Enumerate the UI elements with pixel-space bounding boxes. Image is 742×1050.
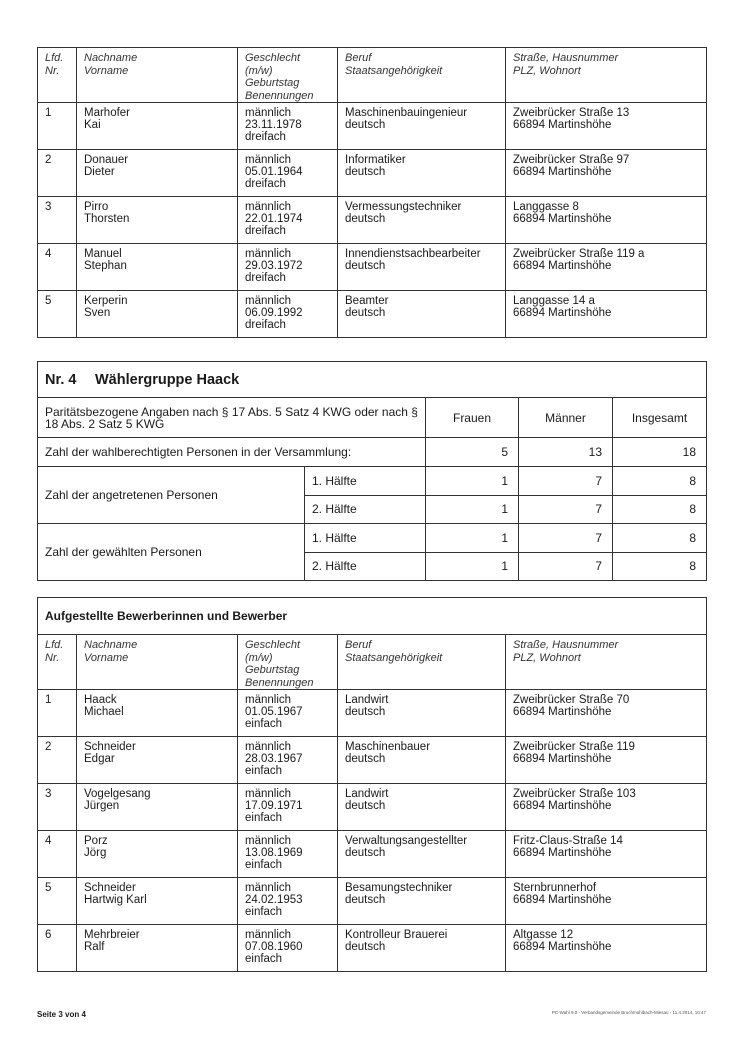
cell-name (77, 150, 238, 197)
header-gender: Geschlecht (m/w) Geburtstag Benennungen (238, 48, 338, 103)
field-nr: 1 (45, 694, 52, 706)
field-staat: deutsch (345, 260, 386, 272)
table-row (38, 831, 707, 878)
field-ort: 66894 Martinshöhe (513, 166, 612, 178)
candidate-table-top (37, 47, 707, 338)
field-benennungen: dreifach (245, 131, 286, 143)
page-number: Seite 3 von 4 (37, 1010, 86, 1019)
group-title-row (38, 362, 707, 398)
field-strasse: Fritz-Claus-Straße 14 (513, 835, 623, 847)
field-ort: 66894 Martinshöhe (513, 847, 612, 859)
cell-gender-birth (238, 103, 338, 150)
field-nachname: Pirro (84, 201, 109, 213)
field-nachname: Haack (84, 694, 117, 706)
header-job: Beruf Staatsangehörigkeit (338, 635, 506, 690)
field-geburtstag: 13.08.1969 (245, 847, 303, 859)
cell-address (506, 925, 707, 972)
parity-table (37, 361, 707, 581)
cell-gender-birth (238, 150, 338, 197)
eligible-row (38, 438, 707, 467)
cell-lfd-nr (38, 831, 77, 878)
field-staat: deutsch (345, 800, 386, 812)
cell-job (338, 291, 506, 338)
field-vorname: Thorsten (84, 213, 130, 225)
table-row (38, 925, 707, 972)
field-nr: 6 (45, 929, 52, 941)
field-nr: 2 (45, 741, 52, 753)
cell-name (77, 103, 238, 150)
field-geburtstag: 07.08.1960 (245, 941, 303, 953)
field-staat: deutsch (345, 166, 386, 178)
field-geburtstag: 17.09.1971 (245, 800, 303, 812)
header-gender: Geschlecht (m/w) Geburtstag Benennungen (238, 635, 338, 690)
parity-description: Paritätsbezogene Angaben nach § 17 Abs. 5 Satz 4 KWG oder nach § 18 Abs. 2 Satz 5 KWG (38, 398, 426, 438)
elected-half2-women: 1 (426, 552, 519, 581)
cell-address (506, 784, 707, 831)
field-staat: deutsch (345, 847, 386, 859)
present-half2-total: 8 (613, 495, 707, 524)
field-benennungen: einfach (245, 812, 283, 824)
cell-address (506, 291, 707, 338)
field-geschlecht: männlich (245, 929, 292, 941)
field-beruf: Landwirt (345, 788, 389, 800)
field-benennungen: einfach (245, 718, 283, 730)
group-name: Wählergruppe Haack (95, 371, 240, 388)
field-geschlecht: männlich (245, 882, 292, 894)
field-geschlecht: männlich (245, 248, 292, 260)
field-nachname: Vogelgesang (84, 788, 151, 800)
elected-half1-women: 1 (426, 524, 519, 553)
cell-job (338, 244, 506, 291)
field-geschlecht: männlich (245, 201, 292, 213)
field-geburtstag: 06.09.1992 (245, 307, 303, 319)
field-ort: 66894 Martinshöhe (513, 753, 612, 765)
cell-address (506, 737, 707, 784)
field-beruf: Verwaltungsangestellter (345, 835, 468, 847)
field-vorname: Sven (84, 307, 111, 319)
field-nr: 1 (45, 107, 52, 119)
table-row (38, 103, 707, 150)
field-vorname: Ralf (84, 941, 105, 953)
field-strasse: Sternbrunnerhof (513, 882, 597, 894)
field-geburtstag: 23.11.1978 (245, 119, 302, 131)
field-beruf: Innendienstsachbearbeiter (345, 248, 481, 260)
candidate-rows-bottom (38, 690, 707, 972)
field-beruf: Beamter (345, 295, 389, 307)
cell-gender-birth (238, 244, 338, 291)
cell-name (77, 737, 238, 784)
cell-gender-birth (238, 197, 338, 244)
cell-job (338, 831, 506, 878)
cell-gender-birth (238, 291, 338, 338)
field-geburtstag: 22.01.1974 (245, 213, 303, 225)
field-ort: 66894 Martinshöhe (513, 119, 612, 131)
table-row (38, 737, 707, 784)
field-staat: deutsch (345, 753, 386, 765)
candidate-rows-top (38, 103, 707, 338)
present-half1-row (38, 467, 707, 496)
field-strasse: Langgasse 14 a (513, 295, 595, 307)
header-total: Insgesamt (613, 398, 707, 438)
cell-gender-birth (238, 784, 338, 831)
parity-header-row (38, 398, 707, 438)
header-lfd-nr: Lfd. Nr. (38, 48, 77, 103)
header-job: Beruf Staatsangehörigkeit (338, 48, 506, 103)
field-geschlecht: männlich (245, 694, 292, 706)
field-strasse: Altgasse 12 (513, 929, 574, 941)
cell-lfd-nr (38, 690, 77, 737)
field-strasse: Zweibrücker Straße 119 (513, 741, 635, 753)
present-half2-women: 1 (426, 495, 519, 524)
field-nr: 5 (45, 882, 52, 894)
field-beruf: Kontrolleur Brauerei (345, 929, 448, 941)
field-benennungen: einfach (245, 906, 283, 918)
field-strasse: Zweibrücker Straße 13 (513, 107, 630, 119)
field-staat: deutsch (345, 894, 386, 906)
group-number: Nr. 4 (45, 371, 77, 388)
field-benennungen: dreifach (245, 178, 286, 190)
field-vorname: Hartwig Karl (84, 894, 147, 906)
cell-gender-birth (238, 690, 338, 737)
field-strasse: Langgasse 8 (513, 201, 579, 213)
field-geburtstag: 24.02.1953 (245, 894, 303, 906)
field-geburtstag: 29.03.1972 (245, 260, 303, 272)
field-ort: 66894 Martinshöhe (513, 800, 612, 812)
cell-name (77, 244, 238, 291)
elected-half2-label: 2. Hälfte (305, 552, 426, 581)
field-nr: 5 (45, 295, 52, 307)
field-nachname: Mehrbreier (84, 929, 140, 941)
field-nachname: Manuel (84, 248, 122, 260)
cell-name (77, 831, 238, 878)
field-vorname: Michael (84, 706, 124, 718)
cell-lfd-nr (38, 737, 77, 784)
field-benennungen: einfach (245, 953, 283, 965)
field-beruf: Vermessungstechniker (345, 201, 462, 213)
field-nachname: Schneider (84, 741, 136, 753)
cell-job (338, 103, 506, 150)
field-staat: deutsch (345, 119, 386, 131)
field-staat: deutsch (345, 941, 386, 953)
field-geschlecht: männlich (245, 295, 292, 307)
cell-lfd-nr (38, 925, 77, 972)
cell-address (506, 244, 707, 291)
candidate-table-bottom (37, 597, 707, 972)
cell-address (506, 197, 707, 244)
cell-name (77, 690, 238, 737)
cell-name (77, 197, 238, 244)
field-staat: deutsch (345, 706, 386, 718)
field-strasse: Zweibrücker Straße 97 (513, 154, 630, 166)
cell-lfd-nr (38, 150, 77, 197)
field-benennungen: dreifach (245, 319, 286, 331)
field-vorname: Kai (84, 119, 101, 131)
field-beruf: Maschinenbauingenieur (345, 107, 468, 119)
present-half1-women: 1 (426, 467, 519, 496)
field-benennungen: dreifach (245, 272, 286, 284)
field-benennungen: einfach (245, 765, 283, 777)
cell-name (77, 291, 238, 338)
cell-lfd-nr (38, 291, 77, 338)
field-nr: 3 (45, 788, 52, 800)
table-row (38, 878, 707, 925)
header-address: Straße, Hausnummer PLZ, Wohnort (506, 635, 707, 690)
cell-address (506, 831, 707, 878)
field-strasse: Zweibrücker Straße 103 (513, 788, 636, 800)
field-nr: 3 (45, 201, 52, 213)
elected-half1-men: 7 (519, 524, 613, 553)
field-geschlecht: männlich (245, 788, 292, 800)
elected-half2-men: 7 (519, 552, 613, 581)
header-address: Straße, Hausnummer PLZ, Wohnort (506, 48, 707, 103)
field-beruf: Maschinenbauer (345, 741, 431, 753)
cell-lfd-nr (38, 784, 77, 831)
field-strasse: Zweibrücker Straße 70 (513, 694, 630, 706)
cell-gender-birth (238, 831, 338, 878)
eligible-men: 13 (519, 438, 613, 467)
elected-label: Zahl der gewählten Personen (38, 524, 305, 581)
present-half2-men: 7 (519, 495, 613, 524)
present-half2-label: 2. Hälfte (305, 495, 426, 524)
field-benennungen: einfach (245, 859, 283, 871)
cell-lfd-nr (38, 878, 77, 925)
header-men: Männer (519, 398, 613, 438)
present-label: Zahl der angetretenen Personen (38, 467, 305, 524)
field-geburtstag: 05.01.1964 (245, 166, 303, 178)
cell-job (338, 197, 506, 244)
cell-gender-birth (238, 737, 338, 784)
field-vorname: Stephan (84, 260, 127, 272)
field-ort: 66894 Martinshöhe (513, 307, 612, 319)
field-nr: 2 (45, 154, 52, 166)
field-ort: 66894 Martinshöhe (513, 894, 612, 906)
field-nachname: Donauer (84, 154, 129, 166)
table-row (38, 150, 707, 197)
cell-job (338, 690, 506, 737)
table-row (38, 690, 707, 737)
field-beruf: Informatiker (345, 154, 406, 166)
cell-lfd-nr (38, 197, 77, 244)
field-strasse: Zweibrücker Straße 119 a (513, 248, 645, 260)
field-ort: 66894 Martinshöhe (513, 260, 612, 272)
elected-half1-total: 8 (613, 524, 707, 553)
field-nr: 4 (45, 248, 52, 260)
table-row (38, 784, 707, 831)
cell-lfd-nr (38, 244, 77, 291)
cell-name (77, 784, 238, 831)
table-header-row (38, 48, 707, 103)
field-vorname: Jörg (84, 847, 107, 859)
field-ort: 66894 Martinshöhe (513, 941, 612, 953)
field-nachname: Schneider (84, 882, 136, 894)
footer-meta: PC-Wahl 9.0 - Verbandsgemeinde Bruchmühlbach-Miesau - 11.4.2014, 10:47 (551, 1010, 706, 1015)
field-ort: 66894 Martinshöhe (513, 213, 612, 225)
field-staat: deutsch (345, 307, 386, 319)
field-beruf: Landwirt (345, 694, 389, 706)
header-women: Frauen (426, 398, 519, 438)
field-vorname: Jürgen (84, 800, 120, 812)
field-nachname: Kerperin (84, 295, 128, 307)
field-vorname: Edgar (84, 753, 115, 765)
field-staat: deutsch (345, 213, 386, 225)
elected-half1-label: 1. Hälfte (305, 524, 426, 553)
table-row (38, 197, 707, 244)
cell-job (338, 925, 506, 972)
present-half1-total: 8 (613, 467, 707, 496)
field-geburtstag: 01.05.1967 (245, 706, 303, 718)
field-nachname: Porz (84, 835, 108, 847)
cell-job (338, 737, 506, 784)
cell-lfd-nr (38, 103, 77, 150)
field-beruf: Besamungstechniker (345, 882, 453, 894)
cell-job (338, 784, 506, 831)
group-title (38, 362, 707, 398)
field-geburtstag: 28.03.1967 (245, 753, 303, 765)
table-row (38, 291, 707, 338)
header-name: Nachname Vorname (77, 48, 238, 103)
field-geschlecht: männlich (245, 835, 292, 847)
elected-half2-total: 8 (613, 552, 707, 581)
field-geschlecht: männlich (245, 741, 292, 753)
cell-job (338, 878, 506, 925)
table-row (38, 244, 707, 291)
candidates-title-row (38, 598, 707, 635)
candidates-title: Aufgestellte Bewerberinnen und Bewerber (38, 598, 707, 635)
field-nr: 4 (45, 835, 52, 847)
cell-address (506, 103, 707, 150)
field-geschlecht: männlich (245, 154, 292, 166)
header-lfd-nr: Lfd. Nr. (38, 635, 77, 690)
cell-address (506, 690, 707, 737)
cell-gender-birth (238, 878, 338, 925)
header-name: Nachname Vorname (77, 635, 238, 690)
present-half1-label: 1. Hälfte (305, 467, 426, 496)
field-vorname: Dieter (84, 166, 115, 178)
field-ort: 66894 Martinshöhe (513, 706, 612, 718)
table-header-row (38, 635, 707, 690)
cell-gender-birth (238, 925, 338, 972)
eligible-total: 18 (613, 438, 707, 467)
field-benennungen: dreifach (245, 225, 286, 237)
cell-address (506, 150, 707, 197)
field-geschlecht: männlich (245, 107, 292, 119)
eligible-label: Zahl der wahlberechtigten Personen in der Versammlung: (38, 438, 426, 467)
field-nachname: Marhofer (84, 107, 131, 119)
cell-job (338, 150, 506, 197)
cell-name (77, 878, 238, 925)
eligible-women: 5 (426, 438, 519, 467)
cell-address (506, 878, 707, 925)
cell-name (77, 925, 238, 972)
elected-half1-row (38, 524, 707, 553)
present-half1-men: 7 (519, 467, 613, 496)
